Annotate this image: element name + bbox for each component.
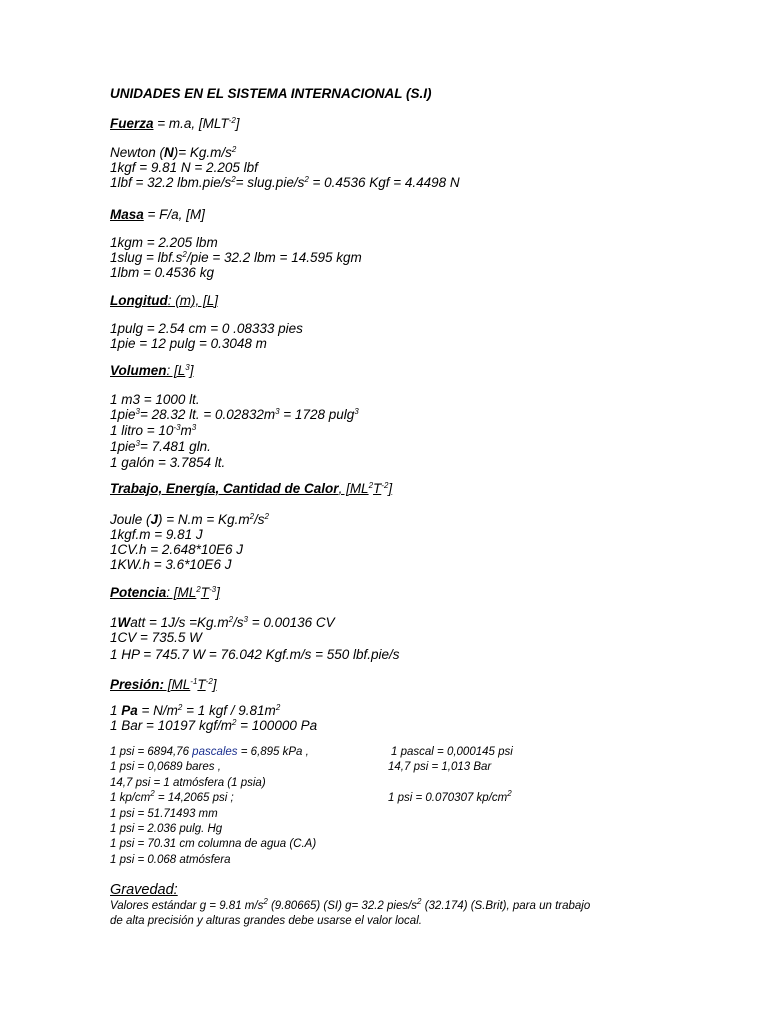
volumen-line-3 bbox=[110, 423, 196, 439]
masa-line-1: 1kgm = 2.205 lbm bbox=[110, 235, 218, 250]
masa-l2-b: /pie = 32.2 lbm = 14.595 kgm bbox=[186, 250, 362, 265]
presion-small-line-3: 14,7 psi = 1 atmósfera (1 psia) bbox=[110, 777, 266, 789]
trabajo-l1-a: Joule ( bbox=[110, 512, 151, 527]
volumen-heading-end: ] bbox=[189, 363, 194, 378]
presion-l1-c: = N/m bbox=[137, 703, 178, 718]
potencia-heading bbox=[110, 585, 220, 601]
presion-s1-b: = 6,895 kPa , bbox=[237, 746, 309, 758]
presion-heading-mid: T bbox=[197, 677, 206, 692]
volumen-l4-a: 1pie bbox=[110, 439, 136, 454]
fuerza-l3-sup2: 2 bbox=[304, 175, 309, 184]
trabajo-heading-sup1: 2 bbox=[368, 481, 374, 490]
potencia-heading-formula: : [ML bbox=[166, 585, 197, 600]
fuerza-l1-a: Newton ( bbox=[110, 145, 165, 160]
trabajo-line-2: 1kgf.m = 9.81 J bbox=[110, 527, 203, 542]
trabajo-line-3: 1CV.h = 2.648*10E6 J bbox=[110, 542, 243, 557]
masa-line-3: 1lbm = 0.4536 kg bbox=[110, 265, 214, 280]
presion-s4-right-sup: 2 bbox=[507, 789, 512, 798]
potencia-line-2: 1CV = 735.5 W bbox=[110, 630, 202, 645]
presion-small-line-2: 1 psi = 0,0689 bares , bbox=[110, 761, 221, 773]
volumen-heading-formula: : [L bbox=[166, 363, 186, 378]
longitud-line-2: 1pie = 12 pulg = 0.3048 m bbox=[110, 336, 267, 351]
presion-heading-sup1: -1 bbox=[190, 677, 198, 686]
volumen-l3-sup2: 3 bbox=[191, 423, 197, 432]
volumen-l2-sup1: 3 bbox=[135, 407, 140, 416]
trabajo-l1-c: ) = N.m = Kg.m bbox=[158, 512, 250, 527]
volumen-l3-sup1: -3 bbox=[173, 423, 181, 432]
trabajo-heading bbox=[110, 481, 392, 497]
potencia-heading-label: Potencia bbox=[110, 585, 167, 600]
document-title: UNIDADES EN EL SISTEMA INTERNACIONAL (S.I) bbox=[110, 86, 432, 101]
volumen-line-5: 1 galón = 3.7854 lt. bbox=[110, 455, 226, 470]
trabajo-heading-label: Trabajo, Energía, Cantidad de Calor bbox=[110, 481, 339, 496]
presion-small-right-1: 1 pascal = 0,000145 psi bbox=[391, 746, 513, 758]
potencia-line-3: 1 HP = 745.7 W = 76.042 Kgf.m/s = 550 lbf.pie/s bbox=[110, 647, 400, 662]
trabajo-line-4: 1KW.h = 3.6*10E6 J bbox=[110, 557, 232, 572]
fuerza-line-1 bbox=[110, 145, 236, 161]
potencia-line-1 bbox=[110, 615, 335, 631]
potencia-l1-d: /s bbox=[233, 615, 244, 630]
gravedad-line-2: de alta precisión y alturas grandes debe usarse el valor local. bbox=[110, 915, 422, 927]
trabajo-heading-mid: T bbox=[373, 481, 382, 496]
presion-s1-a: 1 psi = 6894,76 bbox=[110, 746, 193, 758]
presion-heading-label: Presión: bbox=[110, 677, 165, 692]
fuerza-l3-sup1: 2 bbox=[231, 175, 236, 184]
pascales-link[interactable]: pascales bbox=[192, 746, 238, 758]
fuerza-l3-a: 1lbf = 32.2 lbm.pie/s bbox=[110, 175, 232, 190]
gravedad-l1-sup2: 2 bbox=[417, 897, 422, 906]
masa-heading-label: Masa bbox=[110, 207, 144, 222]
presion-small-right-4 bbox=[388, 791, 512, 805]
volumen-l3-b: m bbox=[180, 423, 192, 438]
gravedad-l1-a: Valores estándar g = 9.81 m/s bbox=[110, 900, 264, 912]
volumen-l4-sup: 3 bbox=[135, 439, 140, 448]
presion-l2-b: = 100000 Pa bbox=[236, 718, 318, 733]
volumen-heading bbox=[110, 363, 194, 379]
presion-l1-d: = 1 kgf / 9.81m bbox=[182, 703, 276, 718]
presion-s4-b: = 14,2065 psi ; bbox=[154, 792, 234, 804]
trabajo-l1-sup1: 2 bbox=[249, 512, 255, 521]
presion-l2-sup: 2 bbox=[231, 718, 237, 727]
presion-small-right-2: 14,7 psi = 1,013 Bar bbox=[388, 761, 492, 773]
presion-heading-sup2: -2 bbox=[205, 677, 213, 686]
potencia-l1-e: = 0.00136 CV bbox=[247, 615, 335, 630]
presion-l1-sup1: 2 bbox=[177, 703, 183, 712]
presion-heading bbox=[110, 677, 217, 693]
masa-heading bbox=[110, 207, 205, 223]
volumen-heading-label: Volumen bbox=[110, 363, 167, 378]
presion-small-line-7: 1 psi = 70.31 cm columna de agua (C.A) bbox=[110, 838, 317, 850]
volumen-heading-sup: 3 bbox=[185, 363, 190, 372]
fuerza-l1-sup: 2 bbox=[231, 145, 237, 154]
fuerza-line-2: 1kgf = 9.81 N = 2.205 lbf bbox=[110, 160, 258, 175]
trabajo-line-1 bbox=[110, 512, 269, 528]
presion-s4-a: 1 kp/cm bbox=[110, 792, 151, 804]
fuerza-l1-c: )= Kg.m/s bbox=[173, 145, 232, 160]
presion-l2-a: 1 Bar = 10197 kgf/m bbox=[110, 718, 232, 733]
presion-l1-a: 1 bbox=[110, 703, 122, 718]
volumen-line-2 bbox=[110, 407, 359, 423]
presion-small-line-1 bbox=[110, 745, 309, 759]
presion-l1-sup2: 2 bbox=[275, 703, 281, 712]
volumen-l2-c: = 1728 pulg bbox=[279, 407, 355, 422]
potencia-heading-end: ] bbox=[216, 585, 220, 600]
volumen-l3-a: 1 litro = 10 bbox=[110, 423, 174, 438]
trabajo-heading-end: ] bbox=[388, 481, 393, 496]
trabajo-l1-b: J bbox=[150, 512, 159, 527]
volumen-l2-sup2: 3 bbox=[275, 407, 280, 416]
volumen-l2-a: 1pie bbox=[110, 407, 136, 422]
fuerza-l1-b: N bbox=[164, 145, 174, 160]
fuerza-heading-end: ] bbox=[235, 116, 240, 131]
presion-small-line-4 bbox=[110, 791, 234, 805]
presion-s4-sup: 2 bbox=[150, 789, 155, 798]
presion-small-line-5: 1 psi = 51.71493 mm bbox=[110, 808, 218, 820]
presion-heading-end: ] bbox=[212, 677, 217, 692]
masa-heading-formula: = F/a, [M] bbox=[143, 207, 205, 222]
potencia-l1-sup1: 2 bbox=[228, 615, 234, 624]
presion-line-1 bbox=[110, 703, 280, 719]
gravedad-heading: Gravedad: bbox=[110, 882, 178, 898]
gravedad-line-1 bbox=[110, 899, 590, 913]
volumen-l2-sup3: 3 bbox=[354, 407, 359, 416]
gravedad-l1-c: (32.174) (S.Brit), para un trabajo bbox=[421, 900, 591, 912]
fuerza-heading-sup: -2 bbox=[228, 116, 236, 125]
potencia-l1-c: att = 1J/s =Kg.m bbox=[130, 615, 229, 630]
presion-s4-right-a: 1 psi = 0.070307 kp/cm bbox=[388, 792, 508, 804]
trabajo-l1-d: /s bbox=[254, 512, 265, 527]
potencia-l1-a: 1 bbox=[110, 615, 118, 630]
potencia-heading-sup2: -3 bbox=[209, 585, 217, 594]
presion-line-2 bbox=[110, 718, 317, 734]
masa-line-2 bbox=[110, 250, 362, 266]
masa-l2-sup: 2 bbox=[182, 250, 187, 259]
volumen-l2-b: = 28.32 lt. = 0.02832m bbox=[139, 407, 276, 422]
fuerza-l3-b: = slug.pie/s bbox=[235, 175, 305, 190]
longitud-line-1: 1pulg = 2.54 cm = 0 .08333 pies bbox=[110, 321, 303, 336]
trabajo-heading-formula: , [ML bbox=[338, 481, 369, 496]
fuerza-heading bbox=[110, 116, 240, 132]
trabajo-heading-sup2: -2 bbox=[381, 481, 389, 490]
presion-heading-formula: [ML bbox=[164, 677, 191, 692]
fuerza-heading-label: Fuerza bbox=[110, 116, 154, 131]
presion-small-line-6: 1 psi = 2.036 pulg. Hg bbox=[110, 823, 223, 835]
potencia-l1-sup2: 3 bbox=[243, 615, 248, 624]
longitud-heading bbox=[110, 293, 218, 309]
volumen-l4-b: = 7.481 gln. bbox=[139, 439, 211, 454]
volumen-line-4 bbox=[110, 439, 211, 455]
fuerza-l3-c: = 0.4536 Kgf = 4.4498 N bbox=[308, 175, 460, 190]
trabajo-l1-sup2: 2 bbox=[264, 512, 269, 521]
gravedad-l1-b: (9.80665) (SI) g= 32.2 pies/s bbox=[267, 900, 418, 912]
presion-small-line-8: 1 psi = 0.068 atmósfera bbox=[110, 854, 231, 866]
longitud-heading-formula: : (m), [L] bbox=[167, 293, 218, 308]
potencia-heading-sup1: 2 bbox=[196, 585, 201, 594]
volumen-line-1: 1 m3 = 1000 lt. bbox=[110, 392, 200, 407]
fuerza-heading-formula: = m.a, [MLT bbox=[153, 116, 229, 131]
presion-l1-b: Pa bbox=[121, 703, 138, 718]
fuerza-line-3 bbox=[110, 175, 460, 191]
masa-l2-a: 1slug = lbf.s bbox=[110, 250, 183, 265]
longitud-heading-label: Longitud bbox=[110, 293, 168, 308]
potencia-heading-mid: T bbox=[200, 585, 209, 600]
gravedad-l1-sup1: 2 bbox=[263, 897, 268, 906]
potencia-l1-b: W bbox=[117, 615, 131, 630]
